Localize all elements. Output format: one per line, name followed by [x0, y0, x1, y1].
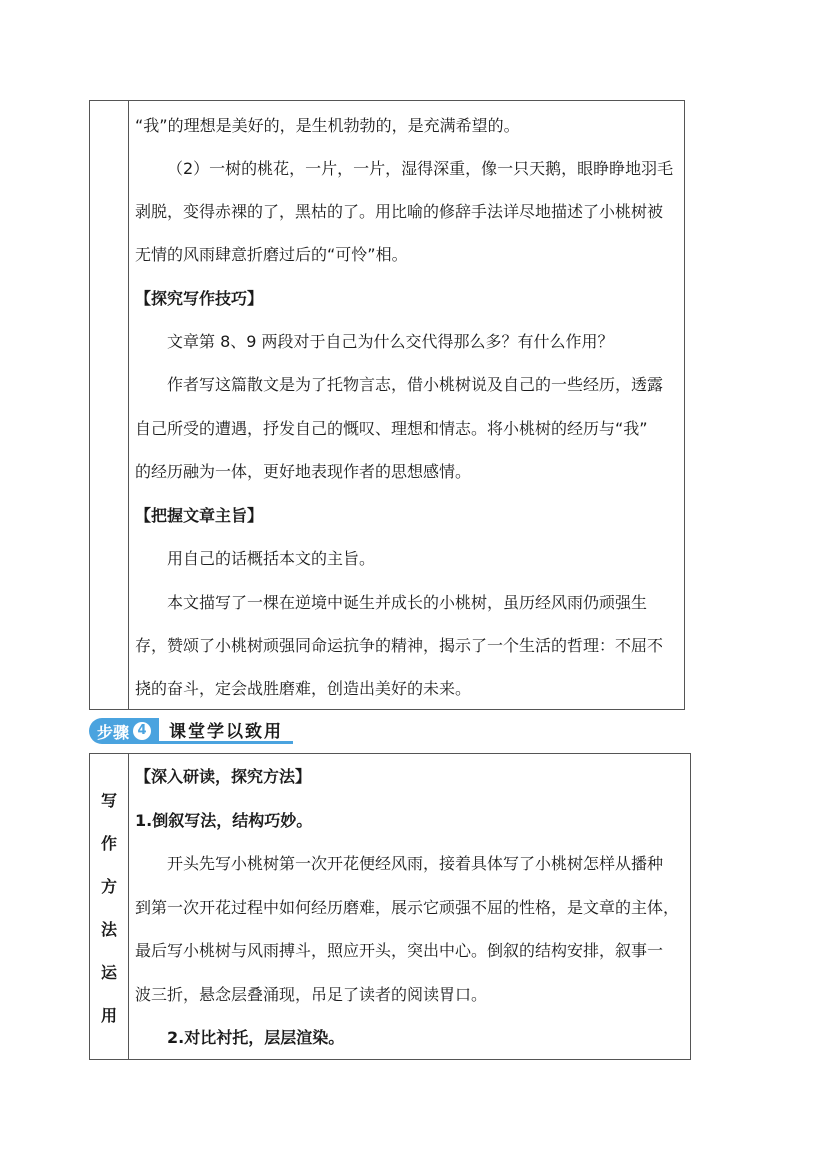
text-line: 存，赞颂了小桃树顽强同命运抗争的精神，揭示了一个生活的哲理：不屈不	[135, 636, 664, 655]
content-table-top	[89, 100, 685, 710]
text-line: 的经历融为一体，更好地表现作者的思想感情。	[135, 462, 472, 481]
side-label-char: 方	[100, 877, 117, 896]
step-label: 步骤	[97, 722, 130, 742]
text-line: 波三折，悬念层叠涌现，吊足了读者的阅读胃口。	[135, 985, 488, 1004]
text-line: 剥脱，变得赤裸的了，黑枯的了。用比喻的修辞手法详尽地描述了小桃树被	[135, 202, 664, 221]
text-line: 用自己的话概括本文的主旨。	[167, 549, 376, 568]
text-line: 到第一次开花过程中如何经历磨难，展示它顽强不屈的性格，是文章的主体，	[135, 898, 680, 917]
text-line: （2）一树的桃花，一片，一片，湿得深重，像一只天鹅，眼睁睁地羽毛	[167, 159, 674, 178]
text-line: 自己所受的遭遇，抒发自己的慨叹、理想和情志。将小桃树的经历与“我”	[135, 419, 648, 438]
table-divider	[128, 754, 129, 1059]
section-heading: 【把握文章主旨】	[135, 506, 264, 525]
section-heading: 【探究写作技巧】	[135, 289, 264, 308]
subheading: 1.倒叙写法，结构巧妙。	[135, 811, 313, 830]
text-line: 作者写这篇散文是为了托物言志，借小桃树说及自己的一些经历，透露	[167, 375, 664, 394]
table-divider	[128, 101, 129, 709]
step-number: 4	[133, 722, 151, 740]
side-label-char: 运	[100, 963, 117, 982]
text-line: “我”的理想是美好的，是生机勃勃的，是充满希望的。	[135, 116, 520, 135]
text-line: 挠的奋斗，定会战胜磨难，创造出美好的未来。	[135, 679, 472, 698]
side-label-char: 用	[100, 1006, 117, 1025]
text-line: 本文描写了一棵在逆境中诞生并成长的小桃树，虽历经风雨仍顽强生	[167, 593, 648, 612]
section-heading: 【深入研读，探究方法】	[135, 767, 312, 786]
side-label-char: 作	[100, 834, 117, 853]
step-badge	[89, 718, 159, 744]
step-title: 课堂学以致用	[159, 718, 293, 744]
text-line: 无情的风雨肆意折磨过后的“可怜”相。	[135, 245, 408, 264]
text-line: 最后写小桃树与风雨搏斗，照应开头，突出中心。倒叙的结构安排，叙事一	[135, 941, 664, 960]
text-line: 开头先写小桃树第一次开花便经风雨，接着具体写了小桃树怎样从播种	[167, 854, 664, 873]
subheading: 2.对比衬托，层层渲染。	[167, 1028, 345, 1047]
text-line: 文章第 8、9 两段对于自己为什么交代得那么多？有什么作用？	[167, 332, 614, 351]
step-banner	[89, 718, 293, 744]
side-label-char: 法	[100, 920, 117, 939]
side-label-char: 写	[100, 791, 117, 810]
